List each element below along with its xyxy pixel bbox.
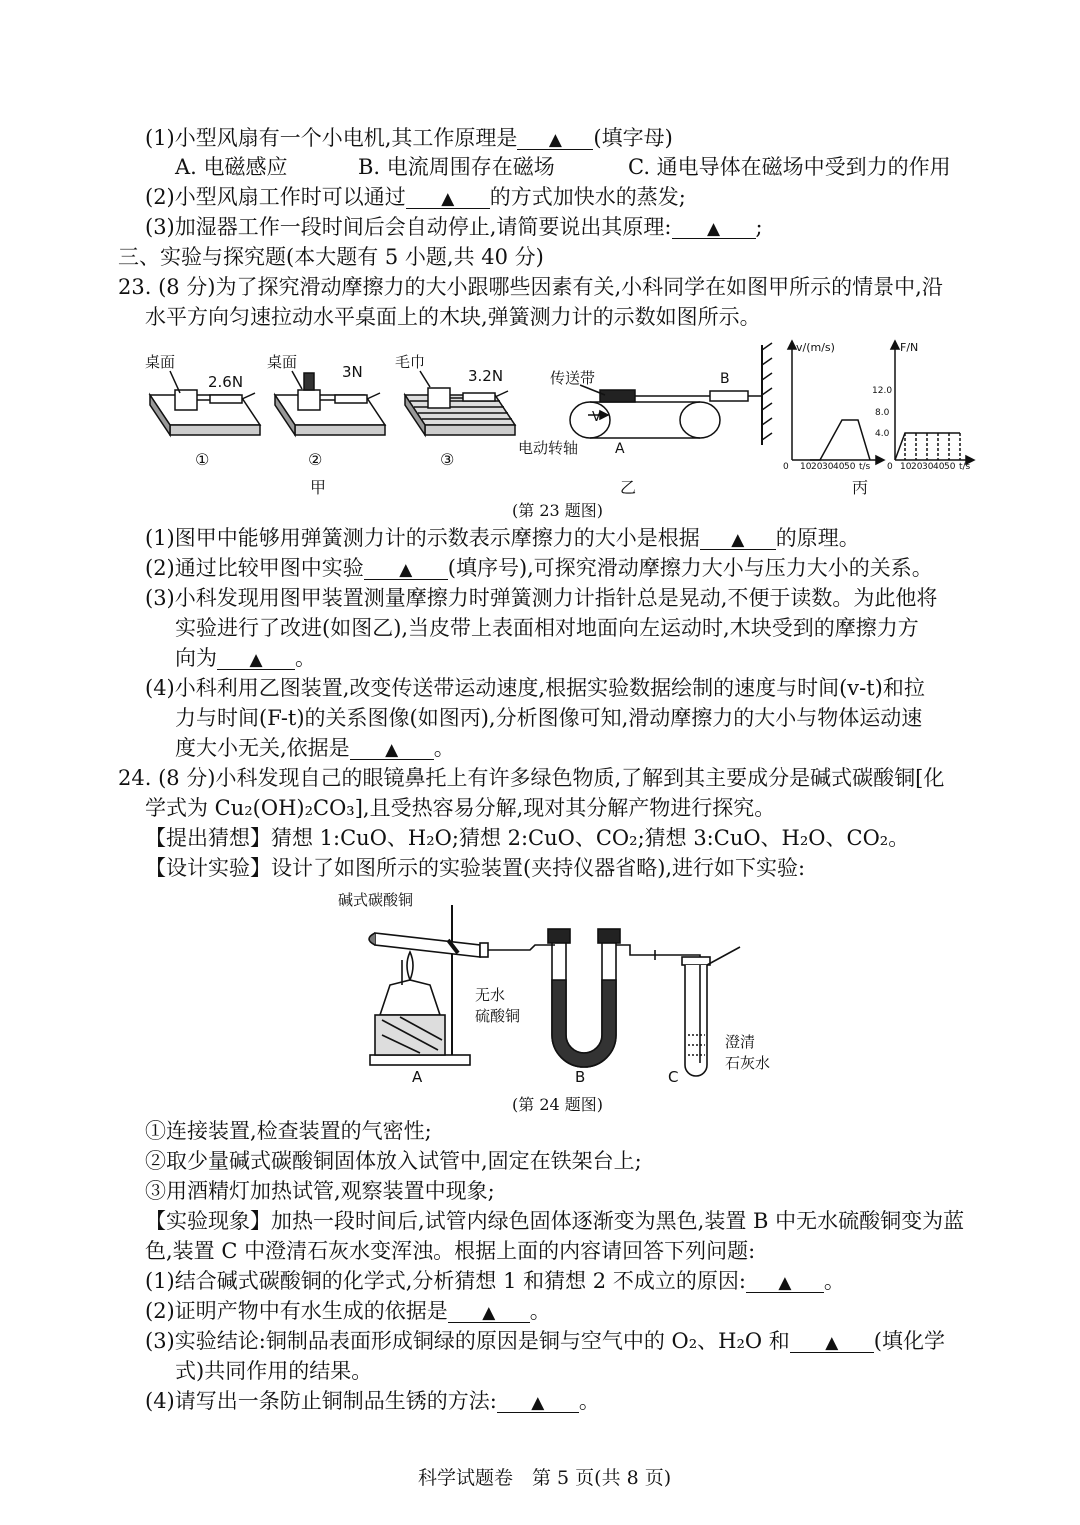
q23-caption: (第 23 题图)	[512, 501, 604, 520]
q24-design: 【设计实验】设计了如图所示的实验装置(夹持仪器省略),进行如下实验:	[145, 856, 806, 880]
q22-part1: (1)小型风扇有一个小电机,其工作原理是 ▲ (填字母)	[145, 126, 673, 150]
q24-part2: (2)证明产物中有水生成的依据是 ▲ 。	[145, 1299, 551, 1323]
vt-x-tick-20: 20	[811, 462, 823, 472]
label-B: B	[720, 371, 730, 387]
answer-blank[interactable]: ▲	[672, 216, 756, 239]
answer-blank[interactable]: ▲	[700, 527, 776, 550]
label-desk-1: 桌面	[145, 353, 176, 371]
q24-stem-line2: 学式为 Cu₂(OH)₂CO₃],且受热容易分解,现对其分解产物进行探究。	[145, 796, 776, 820]
answer-blank[interactable]: ▲	[746, 1270, 824, 1293]
label-A: A	[615, 441, 625, 457]
label-limewater-2: 石灰水	[725, 1054, 771, 1072]
ft-x-tick-0: 0	[887, 462, 893, 472]
q24-observation-line1: 【实验现象】加热一段时间后,试管内绿色固体逐渐变为黑色,装置 B 中无水硫酸铜变为蓝	[145, 1209, 965, 1233]
label-belt: 传送带	[550, 369, 596, 387]
f-tick-12: 12.0	[872, 386, 893, 396]
label-device-A: A	[412, 1068, 423, 1086]
scene-number-1: ①	[195, 450, 210, 469]
answer-blank[interactable]: ▲	[364, 557, 448, 580]
ft-x-tick-10: 10	[900, 462, 912, 472]
scene-number-2: ②	[308, 450, 323, 469]
answer-blank[interactable]: ▲	[517, 127, 593, 150]
label-jia: 甲	[310, 478, 327, 497]
q23-stem-line2: 水平方向匀速拉动水平桌面上的木块,弹簧测力计的示数如图所示。	[145, 305, 761, 329]
label-bing: 丙	[852, 478, 869, 497]
q24-stem-line1: 24. (8 分)小科发现自己的眼镜鼻托上有许多绿色物质,了解到其主要成分是碱式碳酸铜[化	[118, 766, 945, 790]
q24-hypothesis: 【提出猜想】猜想 1:CuO、H₂O;猜想 2:CuO、CO₂;猜想 3:CuO、H₂O、CO₂。	[145, 826, 910, 850]
q23-part1: (1)图甲中能够用弹簧测力计的示数表示摩擦力的大小是根据 ▲ 的原理。	[145, 526, 860, 550]
q22-part3: (3)加湿器工作一段时间后会自动停止,请简要说出其原理: ▲ ;	[145, 215, 763, 239]
answer-blank[interactable]: ▲	[406, 186, 490, 209]
q23-part3-line2: 实验进行了改进(如图乙),当皮带上表面相对地面向左运动时,木块受到的摩擦力方	[175, 616, 919, 640]
q22-option-a: A. 电磁感应	[175, 155, 288, 179]
section-heading: 三、实验与探究题(本大题有 5 小题,共 40 分)	[118, 245, 544, 269]
answer-blank[interactable]: ▲	[497, 1390, 579, 1413]
answer-blank[interactable]: ▲	[448, 1300, 530, 1323]
ft-x-unit: t/s	[959, 462, 971, 472]
q24-part3-line2: 式)共同作用的结果。	[175, 1359, 373, 1383]
label-towel: 毛巾	[395, 353, 426, 371]
q23-part4-line3: 度大小无关,依据是 ▲ 。	[175, 736, 455, 760]
page-footer: 科学试题卷 第 5 页(共 8 页)	[418, 1467, 672, 1489]
label-device-B: B	[575, 1068, 586, 1086]
q24-step1: ①连接装置,检查装置的气密性;	[145, 1119, 432, 1143]
q24-part1: (1)结合碱式碳酸铜的化学式,分析猜想 1 和猜想 2 不成立的原因: ▲ 。	[145, 1269, 845, 1293]
vt-x-tick-10: 10	[800, 462, 812, 472]
q23-part2: (2)通过比较甲图中实验 ▲ (填序号),可探究滑动摩擦力大小与压力大小的关系。	[145, 556, 933, 580]
q24-step2: ②取少量碱式碳酸铜固体放入试管中,固定在铁架台上;	[145, 1149, 642, 1173]
q24-step3: ③用酒精灯加热试管,观察装置中现象;	[145, 1179, 495, 1203]
q24-observation-line2: 色,装置 C 中澄清石灰水变浑浊。根据上面的内容请回答下列问题:	[145, 1239, 756, 1263]
q24-part3: (3)实验结论:铜制品表面形成铜绿的原因是铜与空气中的 O₂、H₂O 和 ▲ (填化学	[145, 1329, 945, 1353]
f-tick-8: 8.0	[875, 408, 890, 418]
label-basic-copper-carbonate: 碱式碳酸铜	[338, 891, 414, 909]
q23-stem-line1: 23. (8 分)为了探究滑动摩擦力的大小跟哪些因素有关,小科同学在如图甲所示的情景中,沿	[118, 275, 943, 299]
force-2: 3N	[342, 363, 363, 381]
force-3: 3.2N	[468, 367, 504, 385]
label-anhydrous-1: 无水	[475, 986, 506, 1004]
q23-figure	[130, 335, 980, 505]
vt-x-unit: t/s	[859, 462, 871, 472]
label-limewater-1: 澄清	[725, 1033, 756, 1051]
scene-number-3: ③	[440, 450, 455, 469]
vt-x-tick-30: 30	[822, 462, 834, 472]
answer-blank[interactable]: ▲	[217, 647, 295, 670]
vt-x-tick-50: 50	[844, 462, 856, 472]
label-v: V	[592, 410, 601, 425]
q22-part2: (2)小型风扇工作时可以通过 ▲ 的方式加快水的蒸发;	[145, 185, 686, 209]
q23-part3-line3: 向为 ▲ 。	[175, 646, 316, 670]
q24-part4: (4)请写出一条防止铜制品生锈的方法: ▲ 。	[145, 1389, 600, 1413]
q22-option-c: C. 通电导体在磁场中受到力的作用	[628, 155, 951, 179]
label-yi: 乙	[620, 478, 637, 497]
answer-blank[interactable]: ▲	[350, 737, 434, 760]
ft-ylabel: F/N	[900, 341, 919, 354]
vt-x-tick-40: 40	[833, 462, 845, 472]
q22-option-b: B. 电流周围存在磁场	[358, 155, 555, 179]
q23-part3-line1: (3)小科发现用图甲装置测量摩擦力时弹簧测力计指针总是晃动,不便于读数。为此他将	[145, 586, 938, 610]
q23-part4-line2: 力与时间(F-t)的关系图像(如图丙),分析图像可知,滑动摩擦力的大小与物体运动速	[175, 706, 923, 730]
vt-x-tick-0: 0	[783, 462, 789, 472]
f-tick-4: 4.0	[875, 429, 890, 439]
ft-x-tick-30: 30	[922, 462, 934, 472]
label-shaft: 电动转轴	[518, 439, 579, 457]
ft-x-tick-50: 50	[944, 462, 956, 472]
answer-blank[interactable]: ▲	[790, 1330, 874, 1353]
label-device-C: C	[668, 1068, 679, 1086]
label-desk-2: 桌面	[267, 353, 298, 371]
q23-part4-line1: (4)小科利用乙图装置,改变传送带运动速度,根据实验数据绘制的速度与时间(v-t)和拉	[145, 676, 925, 700]
label-anhydrous-2: 硫酸铜	[475, 1007, 521, 1025]
force-1: 2.6N	[208, 373, 244, 391]
ft-x-tick-20: 20	[911, 462, 923, 472]
q24-apparatus-figure	[330, 885, 800, 1095]
ft-x-tick-40: 40	[933, 462, 945, 472]
vt-ylabel: v/(m/s)	[796, 341, 835, 354]
q24-caption: (第 24 题图)	[512, 1095, 604, 1114]
